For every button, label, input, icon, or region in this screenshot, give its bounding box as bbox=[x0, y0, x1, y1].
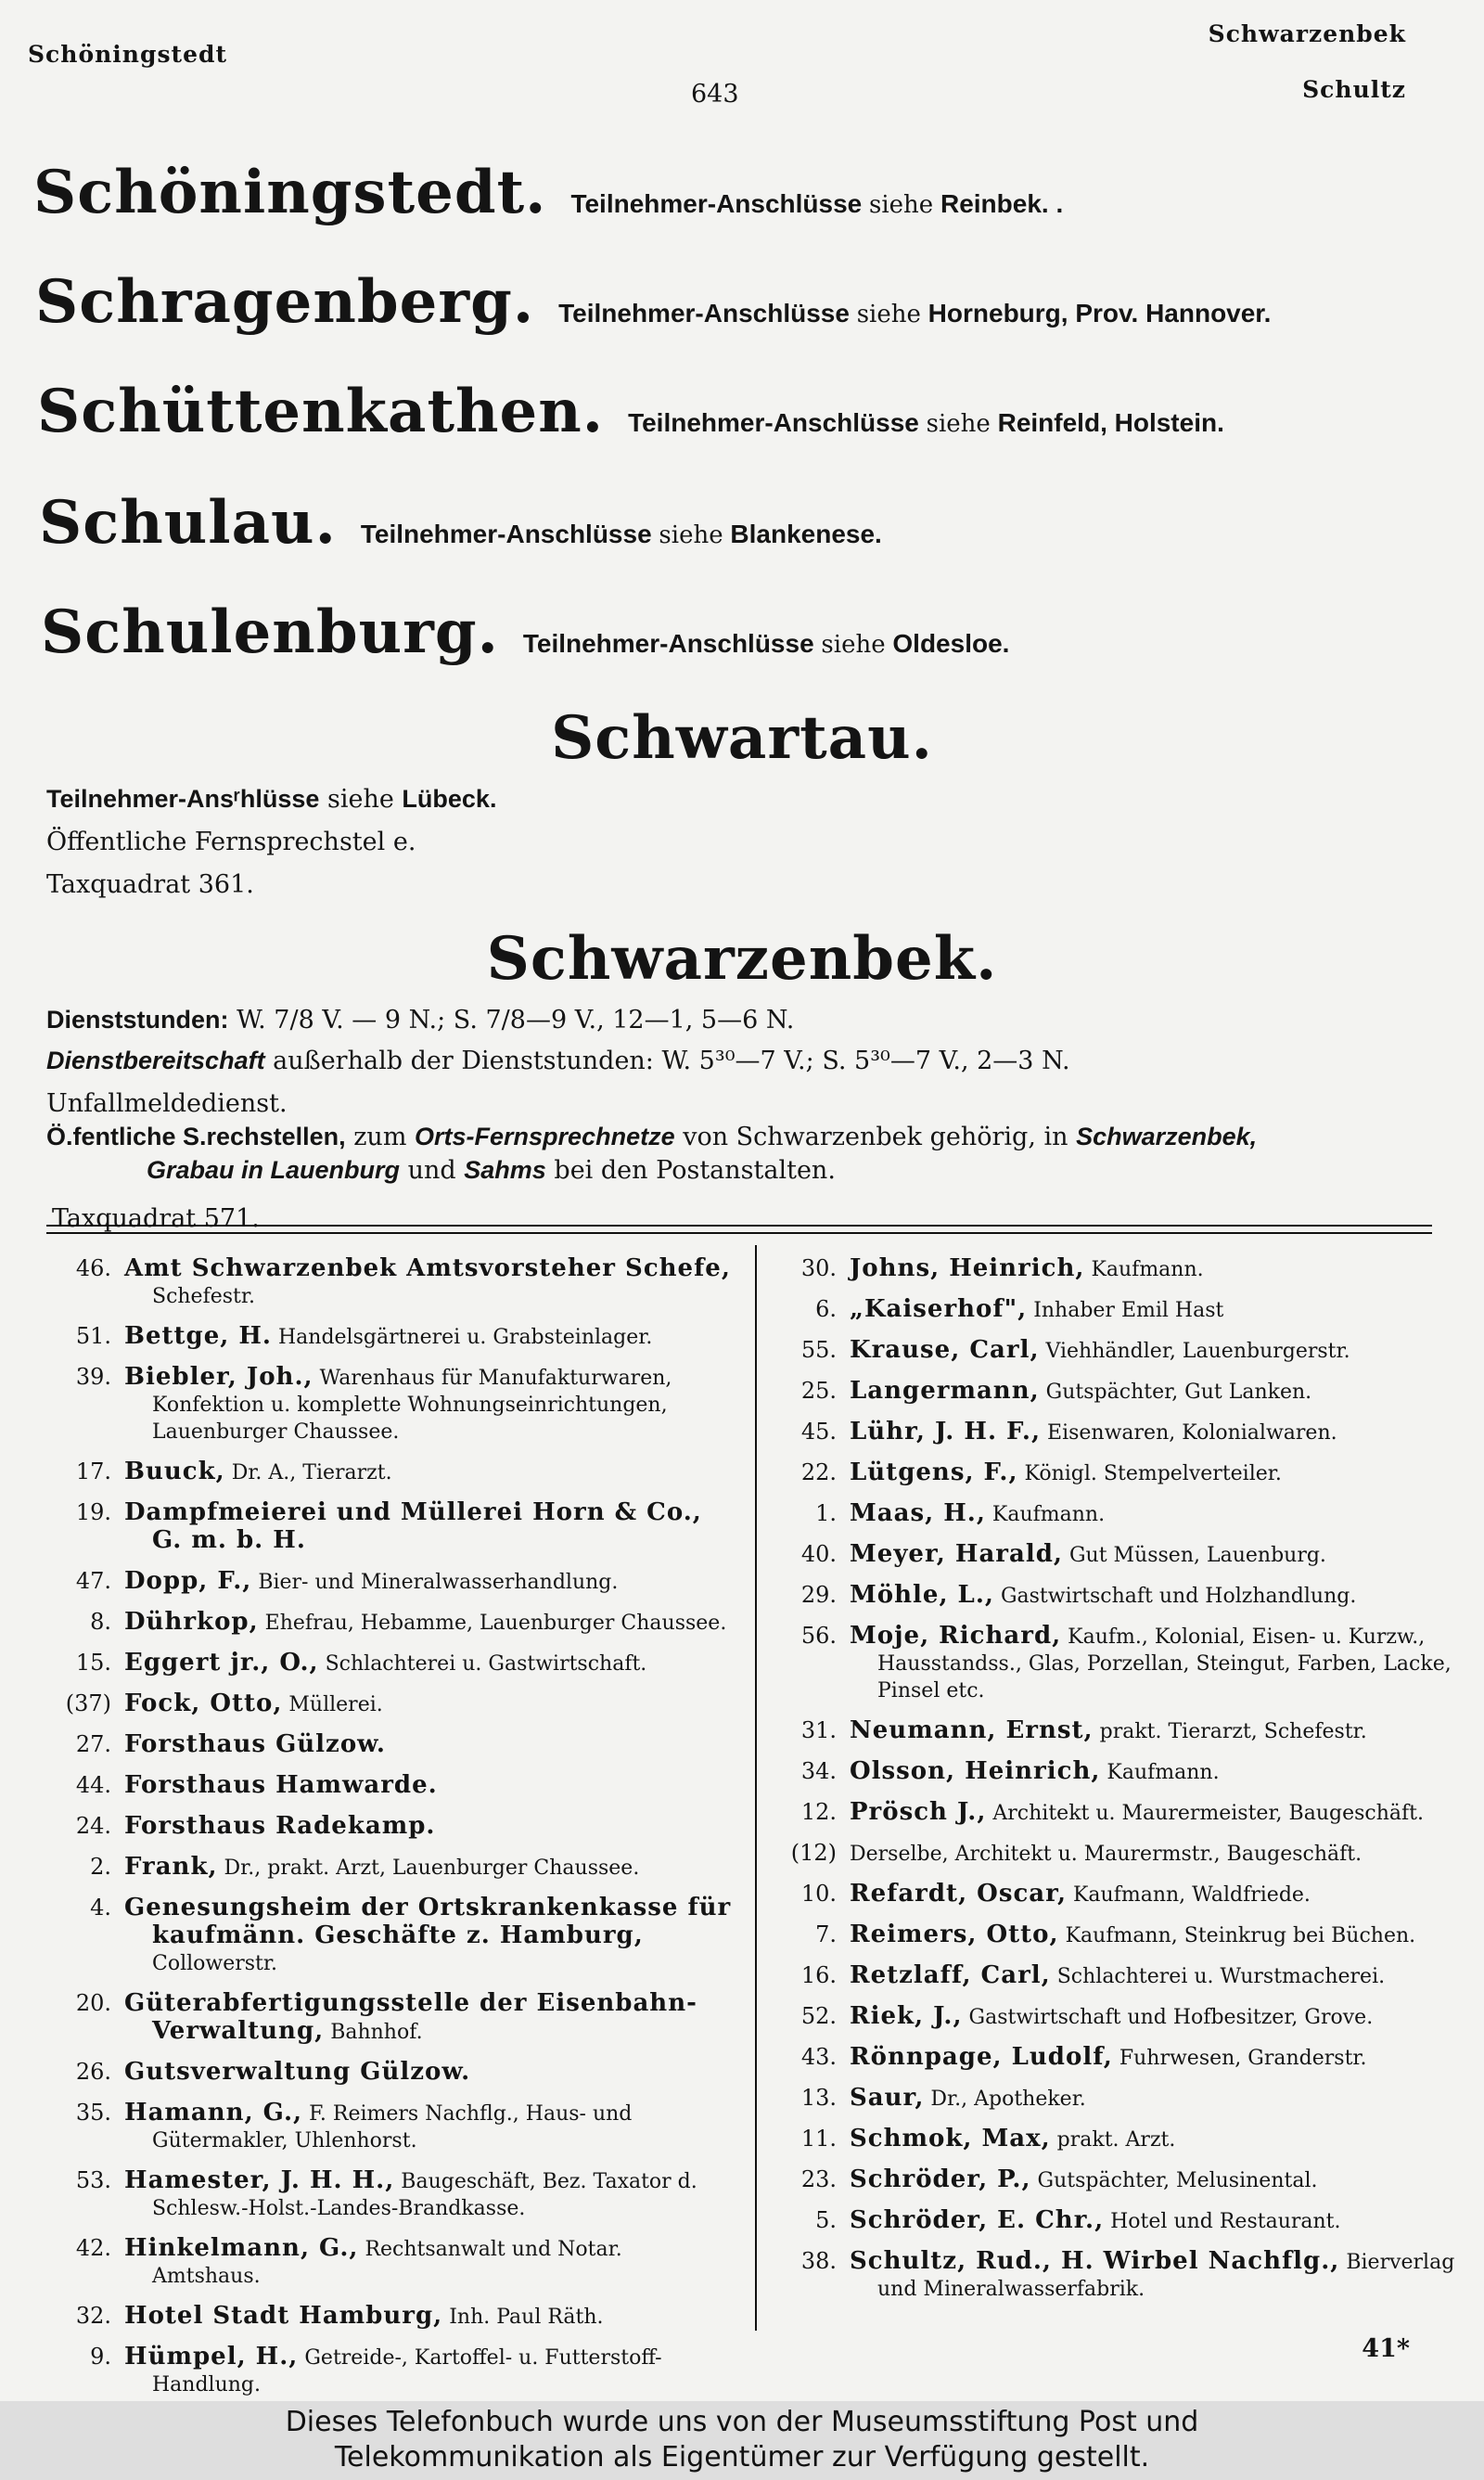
entry-number: 20. bbox=[75, 1990, 111, 2016]
entry-description: Kaufmann. bbox=[1107, 1761, 1220, 1784]
entry-number: 43. bbox=[800, 2044, 837, 2070]
entry-description: Kaufm., Kolonial, Eisen- u. Kurzw., Hausstandss., Glas, Porzellan, Steingut, Farben, Lacke, Pinsel etc. bbox=[877, 1625, 1452, 1703]
page-number: 643 bbox=[691, 80, 739, 109]
entry-name: Neumann, Ernst, bbox=[850, 1716, 1094, 1744]
entry-name: Gutsverwaltung Gülzow. bbox=[124, 2058, 471, 2086]
town-name: Schöningstedt. bbox=[33, 158, 547, 227]
entry-name: Johns, Heinrich, bbox=[850, 1254, 1085, 1282]
directory-entry bbox=[772, 1500, 1458, 1528]
entry-description: Müllerei. bbox=[288, 1693, 383, 1716]
entry-name: Fock, Otto, bbox=[124, 1690, 283, 1717]
ref-siehe: siehe bbox=[926, 410, 991, 438]
schwartau-subscribers bbox=[46, 785, 496, 814]
entry-number: 44. bbox=[75, 1772, 111, 1798]
town-reference bbox=[570, 189, 1063, 218]
entry-description: Inh. Paul Räth. bbox=[449, 2306, 604, 2329]
directory-entry bbox=[772, 1758, 1458, 1786]
entry-number: 5. bbox=[815, 2207, 837, 2233]
entry-description: Dr., prakt. Arzt, Lauenburger Chaussee. bbox=[224, 1857, 640, 1880]
entry-description: Bierverlag und Mineralwasserfabrik. bbox=[877, 2251, 1455, 2301]
entry-description: Kaufmann, Waldfriede. bbox=[1073, 1883, 1311, 1907]
town-reference bbox=[361, 520, 882, 548]
public-stations-cont bbox=[147, 1156, 836, 1185]
entry-description: Dr. A., Tierarzt. bbox=[231, 1461, 392, 1484]
directory-entry bbox=[772, 1840, 1458, 1868]
entry-name: Saur, bbox=[850, 2084, 925, 2112]
entry-name: Krause, Carl, bbox=[850, 1336, 1040, 1364]
directory-entry bbox=[46, 2059, 733, 2087]
ref-label: Teilnehmer-Anschlüsse bbox=[360, 520, 652, 548]
entry-text bbox=[850, 1717, 1458, 1745]
schwartau-public-phone: Öffentliche Fernsprechstel e. bbox=[46, 828, 416, 856]
ref-label: Teilnehmer-Anschlüsse bbox=[570, 189, 863, 218]
entry-text bbox=[124, 2167, 733, 2222]
entry-text bbox=[850, 2248, 1458, 2303]
entry-number: 56. bbox=[800, 1623, 837, 1649]
directory-entry bbox=[772, 1255, 1458, 1283]
entry-name: Dührkop, bbox=[124, 1608, 259, 1636]
running-head-left: Schöningstedt bbox=[28, 41, 228, 68]
entry-description: Rechtsanwalt und Notar. Amtshaus. bbox=[152, 2238, 622, 2288]
service-readiness bbox=[46, 1047, 1070, 1075]
text-segment: W. 7/8 V. — 9 N.; S. 7/8—9 V., 12—1, 5—6 N. bbox=[237, 1006, 795, 1034]
entry-description: Eisenwaren, Kolonialwaren. bbox=[1047, 1421, 1337, 1445]
right-column bbox=[772, 1255, 1458, 2316]
entry-description: Schlachterei u. Wurstmacherei. bbox=[1056, 1965, 1386, 1988]
entry-number: 6. bbox=[815, 1296, 837, 1322]
divider-rule bbox=[46, 1232, 1432, 1234]
text-segment: Ö.fentliche S.rechstellen, bbox=[46, 1123, 346, 1150]
entry-text bbox=[124, 1895, 733, 1977]
ref-siehe: siehe bbox=[821, 631, 886, 659]
text-segment: zum bbox=[353, 1123, 407, 1151]
entry-name: Frank, bbox=[124, 1853, 218, 1881]
entry-text bbox=[124, 1499, 733, 1555]
entry-number: 47. bbox=[75, 1568, 111, 1594]
directory-entry bbox=[46, 1813, 733, 1841]
directory-entry bbox=[46, 1731, 733, 1759]
entry-text bbox=[124, 1458, 733, 1486]
directory-entry bbox=[772, 2044, 1458, 2072]
town-reference bbox=[523, 629, 1010, 658]
directory-entry bbox=[772, 1623, 1458, 1704]
entry-number: 35. bbox=[75, 2100, 111, 2126]
entry-name: Hamann, G., bbox=[124, 2099, 303, 2127]
accident-service: Unfallmeldedienst. bbox=[46, 1089, 288, 1118]
entry-description: Baugeschäft, Bez. Taxator d. Schlesw.-Holst.-Landes-Brandkasse. bbox=[152, 2170, 697, 2220]
entry-name: Schröder, P., bbox=[850, 2165, 1031, 2193]
entry-name: Forsthaus Hamwarde. bbox=[124, 1771, 438, 1799]
entry-name: Riek, J., bbox=[850, 2002, 963, 2030]
town-entry bbox=[41, 598, 1009, 667]
entry-description: Fuhrwesen, Granderstr. bbox=[1119, 2047, 1367, 2070]
entry-text bbox=[124, 1772, 733, 1800]
entry-number: 23. bbox=[800, 2166, 837, 2192]
schwartau-taxquadrat: Taxquadrat 361. bbox=[46, 870, 254, 899]
directory-entry bbox=[772, 1962, 1458, 1990]
entry-number: 46. bbox=[75, 1255, 111, 1281]
town-name: Schüttenkathen. bbox=[37, 377, 605, 446]
entry-description: Kaufmann. bbox=[1091, 1258, 1204, 1281]
entry-number: 15. bbox=[75, 1650, 111, 1676]
entry-text bbox=[124, 1609, 733, 1637]
entry-name: Dampfmeierei und Müllerei Horn & Co., G. m. b. H. bbox=[124, 1498, 702, 1554]
entry-description: Dr., Apotheker. bbox=[930, 2088, 1086, 2111]
entry-text bbox=[850, 1623, 1458, 1704]
ref-target: Blankenese. bbox=[730, 520, 882, 548]
entry-text bbox=[124, 2059, 733, 2087]
entry-text bbox=[124, 1650, 733, 1677]
entry-description: Königl. Stempelverteiler. bbox=[1024, 1462, 1282, 1485]
town-reference bbox=[558, 299, 1271, 328]
entry-name: Schröder, E. Chr., bbox=[850, 2206, 1105, 2234]
entry-description: Gut Müssen, Lauenburg. bbox=[1068, 1544, 1326, 1567]
entry-number: 11. bbox=[800, 2126, 837, 2152]
entry-description: Schlachterei u. Gastwirtschaft. bbox=[325, 1652, 647, 1676]
entry-name: Hotel Stadt Hamburg, bbox=[124, 2302, 443, 2330]
ref-label: Teilnehmer-Anschlüsse bbox=[628, 408, 919, 437]
section-title-schwarzenbek: Schwarzenbek. bbox=[486, 924, 998, 994]
directory-entry bbox=[772, 1419, 1458, 1446]
entry-name: Dopp, F., bbox=[124, 1567, 252, 1595]
entry-text bbox=[850, 1541, 1458, 1569]
entry-number: 19. bbox=[75, 1499, 111, 1525]
entry-name: Bettge, H. bbox=[124, 1322, 272, 1350]
entry-number: 32. bbox=[75, 2303, 111, 2329]
entry-name: Olsson, Heinrich, bbox=[850, 1757, 1101, 1785]
entry-name: Rönnpage, Ludolf, bbox=[850, 2043, 1113, 2071]
directory-entry bbox=[772, 1541, 1458, 1569]
town-name: Schragenberg. bbox=[35, 267, 535, 337]
entry-text bbox=[124, 1255, 733, 1310]
entry-text bbox=[124, 1690, 733, 1718]
entry-name: Lühr, J. H. F., bbox=[850, 1418, 1042, 1446]
entry-text bbox=[850, 1582, 1458, 1610]
entry-text bbox=[124, 1813, 733, 1841]
entry-number: 31. bbox=[800, 1717, 837, 1743]
entry-description: F. Reimers Nachflg., Haus- und Gütermakler, Uhlenhorst. bbox=[152, 2102, 633, 2152]
entry-number: 45. bbox=[800, 1419, 837, 1445]
entry-number: 55. bbox=[800, 1337, 837, 1363]
text-segment: Schwarzenbek, bbox=[1076, 1123, 1258, 1150]
entry-name: Güterabfertigungsstelle der Eisenbahn-Verwaltung, bbox=[124, 1989, 697, 2045]
entry-name: Forsthaus Radekamp. bbox=[124, 1812, 436, 1840]
entry-text bbox=[850, 1500, 1458, 1528]
text-segment: und bbox=[407, 1156, 456, 1185]
entry-text bbox=[124, 2100, 733, 2154]
directory-entry bbox=[772, 2248, 1458, 2303]
entry-description: prakt. Tierarzt, Schefestr. bbox=[1099, 1720, 1367, 1743]
directory-entry bbox=[772, 1337, 1458, 1365]
entry-name: Schmok, Max, bbox=[850, 2125, 1051, 2152]
ref-siehe: siehe bbox=[856, 301, 921, 328]
text-segment: Teilnehmer-Ans bbox=[46, 785, 235, 813]
entry-name: Moje, Richard, bbox=[850, 1622, 1062, 1650]
entry-description: Collowerstr. bbox=[152, 1952, 277, 1975]
entry-number: 9. bbox=[90, 2344, 111, 2370]
entry-number: 25. bbox=[800, 1378, 837, 1404]
entry-description: Bahnhof. bbox=[330, 2021, 423, 2044]
sheet-signature: 41* bbox=[1362, 2334, 1410, 2363]
directory-entry bbox=[772, 2166, 1458, 2194]
entry-number: 4. bbox=[90, 1895, 111, 1921]
directory-entry bbox=[46, 1255, 733, 1310]
entry-number: 22. bbox=[800, 1459, 837, 1485]
entry-description: Gastwirtschaft und Holzhandlung. bbox=[1000, 1585, 1357, 1608]
text-segment: Dienstbereitschaft bbox=[46, 1047, 265, 1074]
directory-entry bbox=[772, 1582, 1458, 1610]
entry-name: Eggert jr., O., bbox=[124, 1649, 319, 1677]
entry-name: Forsthaus Gülzow. bbox=[124, 1730, 386, 1758]
footer-line-2: Telekommunikation als Eigentümer zur Verfügung gestellt. bbox=[334, 2441, 1150, 2474]
directory-entry bbox=[46, 1690, 733, 1718]
entry-number: 40. bbox=[800, 1541, 837, 1567]
entry-text bbox=[850, 2003, 1458, 2031]
ref-target: Reinbek. . bbox=[940, 189, 1064, 218]
directory-entry bbox=[46, 2303, 733, 2331]
entry-description: Ehefrau, Hebamme, Lauenburger Chaussee. bbox=[264, 1612, 727, 1635]
entry-name: Hamester, J. H. H., bbox=[124, 2166, 395, 2194]
directory-entry bbox=[46, 1364, 733, 1446]
directory-entry bbox=[772, 2085, 1458, 2113]
schwarzenbek-taxquadrat: Taxquadrat 571. bbox=[52, 1204, 260, 1233]
entry-number: 13. bbox=[800, 2085, 837, 2111]
entry-text bbox=[850, 1337, 1458, 1365]
directory-entry bbox=[772, 1921, 1458, 1949]
entry-number: 16. bbox=[800, 1962, 837, 1988]
entry-description: Gutspächter, Melusinental. bbox=[1037, 2169, 1318, 2192]
directory-entry bbox=[772, 1881, 1458, 1908]
directory-entry bbox=[772, 1799, 1458, 1827]
directory-entry bbox=[772, 1459, 1458, 1487]
entry-number: 27. bbox=[75, 1731, 111, 1757]
entry-text bbox=[124, 2235, 733, 2290]
entry-description: Kaufmann, Steinkrug bei Büchen. bbox=[1065, 1924, 1416, 1947]
ref-target: Horneburg, Prov. Hannover. bbox=[928, 299, 1272, 328]
directory-entry bbox=[46, 1609, 733, 1637]
entry-number: 7. bbox=[815, 1921, 837, 1947]
text-segment: siehe bbox=[326, 785, 394, 814]
directory-entry bbox=[772, 1296, 1458, 1324]
entry-description: Architekt u. Maurermeister, Baugeschäft. bbox=[992, 1802, 1424, 1825]
entry-number: 12. bbox=[800, 1799, 837, 1825]
entry-number: 38. bbox=[800, 2248, 837, 2274]
directory-entry bbox=[46, 2167, 733, 2222]
directory-entry bbox=[46, 2100, 733, 2154]
text-segment: außerhalb der Dienststunden: W. 5³⁰—7 V.; S. 5³⁰—7 V., 2—3 N. bbox=[273, 1047, 1070, 1075]
entry-description: Schefestr. bbox=[152, 1285, 255, 1308]
entry-number: 52. bbox=[800, 2003, 837, 2029]
entry-name: Prösch J., bbox=[850, 1798, 987, 1826]
entry-name: Amt Schwarzenbek Amtsvorsteher Schefe, bbox=[124, 1254, 731, 1282]
entry-number: 29. bbox=[800, 1582, 837, 1608]
footer-line-1: Dieses Telefonbuch wurde uns von der Museumsstiftung Post und bbox=[285, 2406, 1199, 2438]
entry-text bbox=[850, 1255, 1458, 1283]
entry-number: 8. bbox=[90, 1609, 111, 1635]
entry-text bbox=[124, 1731, 733, 1759]
directory-entry bbox=[772, 1717, 1458, 1745]
entry-description: Gastwirtschaft und Hofbesitzer, Grove. bbox=[968, 2006, 1374, 2029]
text-segment: Grabau in Lauenburg bbox=[147, 1156, 401, 1184]
entry-name: Lütgens, F., bbox=[850, 1458, 1018, 1486]
entry-number: 10. bbox=[800, 1881, 837, 1907]
column-divider bbox=[755, 1245, 757, 2331]
directory-entry bbox=[46, 1568, 733, 1596]
entry-description: Gutspächter, Gut Lanken. bbox=[1045, 1381, 1312, 1404]
entry-text bbox=[850, 2044, 1458, 2072]
entry-description: Derselbe, Architekt u. Maurermstr., Baugeschäft. bbox=[850, 1843, 1362, 1866]
entry-name: Schultz, Rud., H. Wirbel Nachflg., bbox=[850, 2247, 1340, 2275]
town-entry bbox=[39, 488, 882, 558]
running-head-right-top: Schwarzenbek bbox=[1208, 20, 1406, 47]
entry-name: Reimers, Otto, bbox=[850, 1921, 1059, 1948]
entry-name: Maas, H., bbox=[850, 1499, 986, 1527]
entry-text bbox=[850, 1881, 1458, 1908]
town-name: Schulenburg. bbox=[41, 598, 499, 667]
entry-name: Genesungsheim der Ortskrankenkasse für kaufmänn. Geschäfte z. Hamburg, bbox=[124, 1894, 732, 1949]
entry-number: 24. bbox=[75, 1813, 111, 1839]
entry-description: prakt. Arzt. bbox=[1056, 2128, 1176, 2152]
directory-entry bbox=[772, 2003, 1458, 2031]
entry-number: (12) bbox=[790, 1840, 837, 1866]
entry-number: 53. bbox=[75, 2167, 111, 2193]
entry-name: Buuck, bbox=[124, 1458, 225, 1485]
entry-text bbox=[850, 1419, 1458, 1446]
directory-entry bbox=[772, 2126, 1458, 2153]
entry-text bbox=[850, 2126, 1458, 2153]
directory-entry bbox=[46, 1650, 733, 1677]
entry-number: 26. bbox=[75, 2059, 111, 2085]
text-segment: bei den Postanstalten. bbox=[554, 1156, 836, 1185]
directory-entry bbox=[46, 1772, 733, 1800]
entry-number: 34. bbox=[800, 1758, 837, 1784]
entry-description: Kaufmann. bbox=[991, 1503, 1106, 1526]
ref-label: Teilnehmer-Anschlüsse bbox=[522, 629, 814, 658]
text-segment: Sahms bbox=[464, 1156, 546, 1184]
entry-description: Getreide-, Kartoffel- u. Futterstoff-Handlung. bbox=[152, 2346, 662, 2396]
town-entry bbox=[35, 267, 1271, 337]
running-head-right-bottom: Schultz bbox=[1302, 76, 1406, 103]
entry-name: Meyer, Harald, bbox=[850, 1540, 1063, 1568]
entry-description: Hotel und Restaurant. bbox=[1110, 2210, 1341, 2233]
entry-name: Hinkelmann, G., bbox=[124, 2234, 359, 2262]
directory-entry bbox=[46, 1895, 733, 1977]
entry-number: 51. bbox=[75, 1323, 111, 1349]
entry-number: 39. bbox=[75, 1364, 111, 1390]
directory-entry bbox=[46, 1854, 733, 1882]
entry-number: 42. bbox=[75, 2235, 111, 2261]
entry-text bbox=[850, 2207, 1458, 2235]
entry-text bbox=[124, 1364, 733, 1446]
entry-description: Handelsgärtnerei u. Grabsteinlager. bbox=[277, 1326, 653, 1349]
ref-target: Reinfeld, Holstein. bbox=[997, 408, 1224, 437]
directory-entry bbox=[46, 1458, 733, 1486]
directory-entry bbox=[772, 2207, 1458, 2235]
service-hours bbox=[46, 1006, 794, 1034]
text-segment: Orts-Fernsprechnetze bbox=[415, 1123, 675, 1150]
footer-notice bbox=[0, 2401, 1484, 2480]
entry-name: Refardt, Oscar, bbox=[850, 1880, 1067, 1908]
entry-text bbox=[124, 1568, 733, 1596]
ref-label: Teilnehmer-Anschlüsse bbox=[558, 299, 850, 328]
town-reference bbox=[628, 408, 1224, 437]
entry-description: Viehhändler, Lauenburgerstr. bbox=[1045, 1340, 1350, 1363]
ref-siehe: siehe bbox=[869, 191, 934, 219]
entry-number: 30. bbox=[800, 1255, 837, 1281]
directory-entry bbox=[772, 1378, 1458, 1406]
entry-text bbox=[850, 1378, 1458, 1406]
entry-description: Warenhaus für Manufakturwaren, Konfektion u. komplette Wohnungseinrichtungen, Lauenburger Chaussee. bbox=[152, 1367, 672, 1444]
ref-siehe: siehe bbox=[659, 521, 723, 549]
entry-text bbox=[124, 2344, 733, 2398]
text-segment: ʳhlüsse bbox=[234, 785, 320, 813]
section-title-schwartau: Schwartau. bbox=[551, 703, 933, 773]
public-stations bbox=[46, 1123, 1257, 1151]
text-segment: Dienststunden: bbox=[46, 1006, 229, 1034]
town-entry bbox=[33, 158, 1063, 227]
entry-number: 2. bbox=[90, 1854, 111, 1880]
entry-text bbox=[124, 1990, 733, 2046]
entry-name: Biebler, Joh., bbox=[124, 1363, 313, 1391]
text-segment: von Schwarzenbek gehörig, in bbox=[683, 1123, 1068, 1151]
entry-text bbox=[850, 1921, 1458, 1949]
entry-text bbox=[124, 2303, 733, 2331]
entry-text bbox=[124, 1854, 733, 1882]
entry-name: Retzlaff, Carl, bbox=[850, 1961, 1051, 1989]
entry-number: 1. bbox=[815, 1500, 837, 1526]
divider-rule bbox=[46, 1225, 1432, 1227]
entry-text bbox=[850, 1799, 1458, 1827]
entry-number: 17. bbox=[75, 1458, 111, 1484]
directory-entry bbox=[46, 1990, 733, 2046]
ref-target: Oldesloe. bbox=[892, 629, 1010, 658]
town-name: Schulau. bbox=[39, 488, 337, 558]
entry-text bbox=[124, 1323, 733, 1351]
entry-description: Bier- und Mineralwasserhandlung. bbox=[258, 1571, 619, 1594]
directory-entry bbox=[46, 1323, 733, 1351]
entry-text bbox=[850, 2166, 1458, 2194]
entry-number: (37) bbox=[65, 1690, 111, 1716]
directory-entry bbox=[46, 2344, 733, 2398]
entry-text bbox=[850, 2085, 1458, 2113]
entry-text bbox=[850, 1296, 1458, 1324]
entry-name: Langermann, bbox=[850, 1377, 1040, 1405]
entry-name: Hümpel, H., bbox=[124, 2343, 299, 2371]
directory-entry bbox=[46, 1499, 733, 1555]
text-segment: Lübeck. bbox=[402, 785, 497, 813]
directory-entry bbox=[46, 2235, 733, 2290]
entry-text bbox=[850, 1840, 1458, 1868]
entry-text bbox=[850, 1962, 1458, 1990]
town-entry bbox=[37, 377, 1224, 446]
entry-description: Inhaber Emil Hast bbox=[1033, 1299, 1224, 1322]
left-column bbox=[46, 1255, 733, 2401]
entry-name: „Kaiserhof", bbox=[850, 1295, 1028, 1323]
entry-name: Möhle, L., bbox=[850, 1581, 994, 1609]
entry-text bbox=[850, 1758, 1458, 1786]
entry-text bbox=[850, 1459, 1458, 1487]
